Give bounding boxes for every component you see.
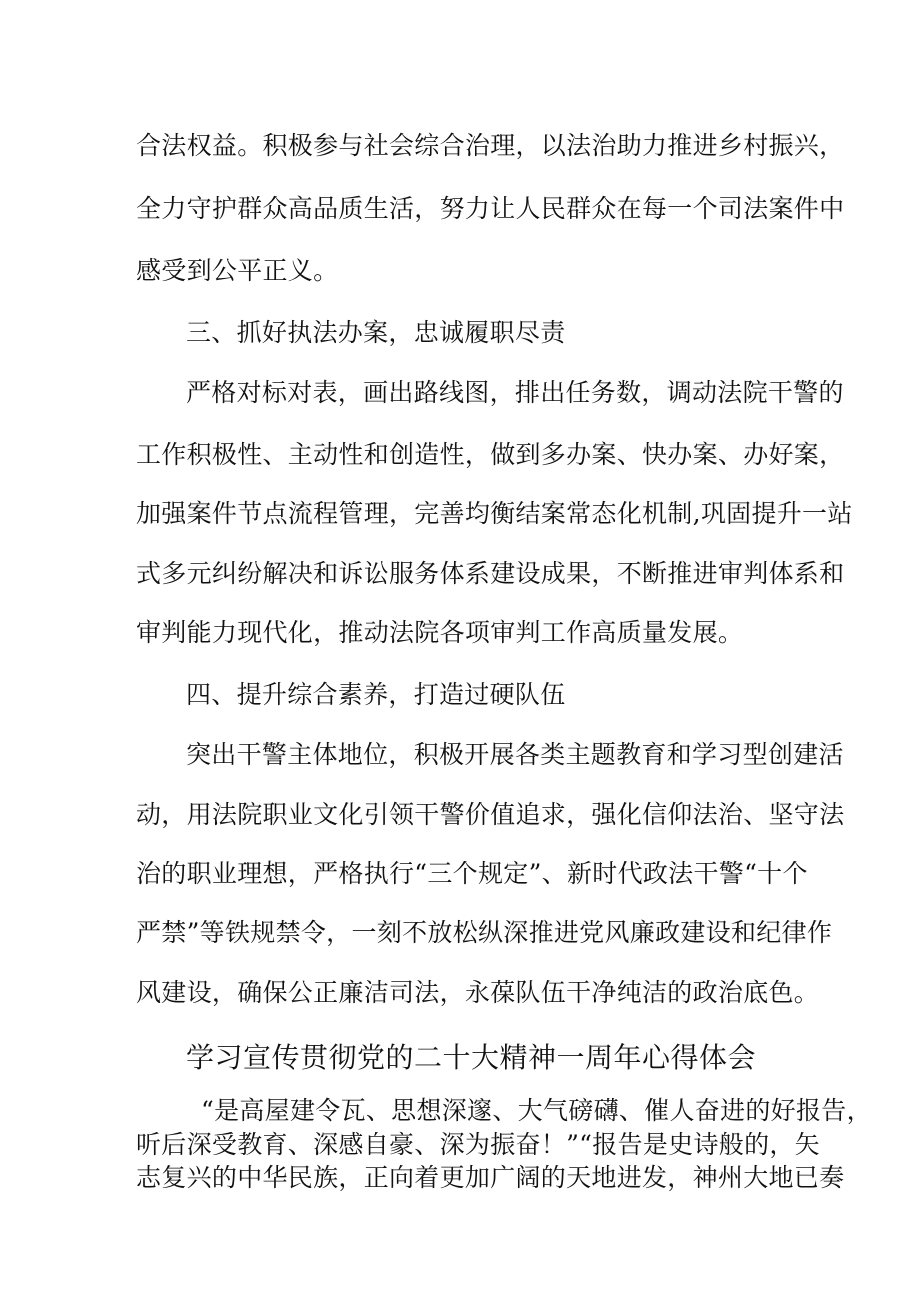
paragraph-line: “是高屋建令瓦、思想深邃、大气磅礴、催人奋进的好报告， — [201, 1096, 872, 1125]
paragraph-line: 志复兴的中华民族，正向着更加广阔的天地进发，神州大地已奏 — [136, 1163, 845, 1192]
paragraph-line: 审判能力现代化，推动法院各项审判工作高质量发展。 — [136, 618, 744, 647]
section-heading: 四、提升综合素养，打造过硬队伍 — [186, 680, 566, 709]
paragraph-line: 合法权益。积极参与社会综合治理，以法治助力推进乡村振兴， — [136, 131, 845, 160]
paragraph-line: 式多元纠纷解决和诉讼服务体系建设成果，不断推进审判体系和 — [136, 559, 845, 588]
article-title: 学习宣传贯彻党的二十大精神一周年心得体会 — [186, 1041, 757, 1074]
paragraph-line: 治的职业理想，严格执行“三个规定”、新时代政法干警“十个 — [136, 859, 808, 888]
paragraph-line: 工作积极性、主动性和创造性，做到多办案、快办案、办好案， — [136, 440, 845, 469]
paragraph-line: 感受到公平正义。 — [136, 256, 339, 285]
paragraph-line: 听后深受教育、深感自豪、深为振奋！”“报告是史诗般的，矢 — [136, 1130, 820, 1159]
paragraph-line: 严格对标对表，画出路线图，排出任务数，调动法院干警的 — [186, 378, 844, 407]
section-heading: 三、抓好执法办案，忠诚履职尽责 — [186, 318, 566, 347]
paragraph-line: 风建设，确保公正廉洁司法，永葆队伍干净纯洁的政治底色。 — [136, 978, 820, 1007]
paragraph-line: 加强案件节点流程管理，完善均衡结案常态化机制,巩固提升一站 — [136, 499, 853, 528]
paragraph-line: 动，用法院职业文化引领干警价值追求，强化信仰法治、坚守法 — [136, 800, 845, 829]
paragraph-line: 全力守护群众高品质生活，努力让人民群众在每一个司法案件中 — [136, 194, 845, 223]
paragraph-line: 突出干警主体地位，积极开展各类主题教育和学习型创建活 — [186, 740, 844, 769]
paragraph-line: 严禁”等铁规禁令，一刻不放松纵深推进党风廉政建设和纪律作 — [136, 918, 833, 947]
